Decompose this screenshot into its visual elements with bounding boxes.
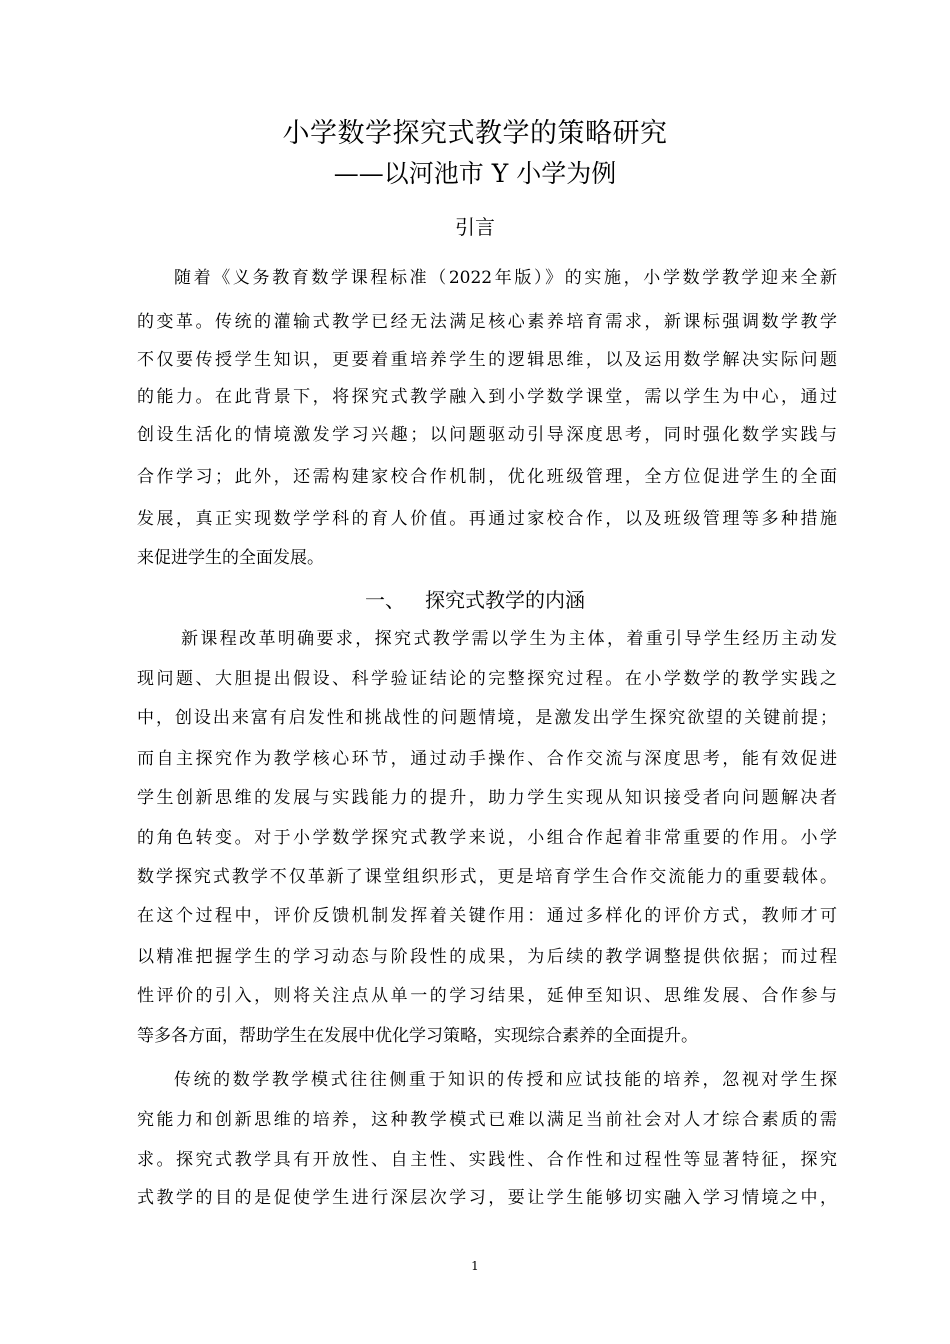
- sec1-para1-line-5: 学生创新思维的发展与实践能力的提升，助力学生实现从知识接受者向问题解决者: [137, 788, 837, 808]
- section-1-number: 一、: [365, 588, 405, 612]
- sec1-para2-line-2: 究能力和创新思维的培养，这种教学模式已难以满足当前社会对人才综合素质的需: [137, 1110, 837, 1130]
- intro-line-7: 发展，真正实现数学学科的育人价值。再通过家校合作，以及班级管理等多种措施: [137, 509, 837, 529]
- intro-line-8: 来促进学生的全面发展。: [137, 548, 324, 568]
- sec1-para2-line-4: 式教学的目的是促使学生进行深层次学习，要让学生能够切实融入学习情境之中，: [137, 1188, 837, 1208]
- document-subtitle: ——以河池市 Y 小学为例: [333, 159, 617, 188]
- page-number: 1: [471, 1259, 479, 1273]
- sec1-para2-line-3: 求。探究式教学具有开放性、自主性、实践性、合作性和过程性等显著特征，探究: [137, 1150, 837, 1170]
- sec1-para1-line-1: 新课程改革明确要求，探究式教学需以学生为主体，着重引导学生经历主动发: [181, 629, 837, 649]
- intro-line-2: 的变革。传统的灌输式教学已经无法满足核心素养培育需求，新课标强调数学教学: [137, 312, 837, 332]
- sec1-para1-line-9: 以精准把握学生的学习动态与阶段性的成果，为后续的教学调整提供依据；而过程: [137, 947, 837, 967]
- sec1-para1-line-4: 而自主探究作为教学核心环节，通过动手操作、合作交流与深度思考，能有效促进: [137, 749, 837, 769]
- document-title: 小学数学探究式教学的策略研究: [282, 118, 668, 149]
- intro-line-5: 创设生活化的情境激发学习兴趣；以问题驱动引导深度思考，同时强化数学实践与: [137, 425, 837, 445]
- intro-line-3: 不仅要传授学生知识，更要着重培养学生的逻辑思维，以及运用数学解决实际问题: [137, 350, 837, 370]
- sec1-para1-line-2: 现问题、大胆提出假设、科学验证结论的完整探究过程。在小学数学的教学实践之: [137, 669, 837, 689]
- sec1-para2-line-1: 传统的数学教学模式往往侧重于知识的传授和应试技能的培养，忽视对学生探: [174, 1070, 837, 1090]
- intro-line-1: 随着《义务教育数学课程标准（2022年版）》的实施，小学数学教学迎来全新: [174, 268, 837, 288]
- intro-line-6: 合作学习；此外，还需构建家校合作机制，优化班级管理，全方位促进学生的全面: [137, 467, 837, 487]
- sec1-para1-line-10: 性评价的引入，则将关注点从单一的学习结果，延伸至知识、思维发展、合作参与: [137, 986, 837, 1006]
- section-1-heading: [0, 585, 950, 615]
- sec1-para1-line-7: 数学探究式教学不仅革新了课堂组织形式，更是培育学生合作交流能力的重要载体。: [137, 867, 837, 887]
- sec1-para1-line-6: 的角色转变。对于小学数学探究式教学来说，小组合作起着非常重要的作用。小学: [137, 828, 837, 848]
- intro-line-4: 的能力。在此背景下，将探究式教学融入到小学数学课堂，需以学生为中心，通过: [137, 387, 837, 407]
- sec1-para1-line-3: 中，创设出来富有启发性和挑战性的问题情境，是激发出学生探究欲望的关键前提；: [137, 708, 837, 728]
- sec1-para1-line-8: 在这个过程中，评价反馈机制发挥着关键作用：通过多样化的评价方式，教师才可: [137, 906, 837, 926]
- section-1-title: 探究式教学的内涵: [425, 588, 585, 612]
- intro-heading: 引言: [455, 215, 495, 239]
- sec1-para1-line-11: 等多各方面，帮助学生在发展中优化学习策略，实现综合素养的全面提升。: [137, 1026, 698, 1046]
